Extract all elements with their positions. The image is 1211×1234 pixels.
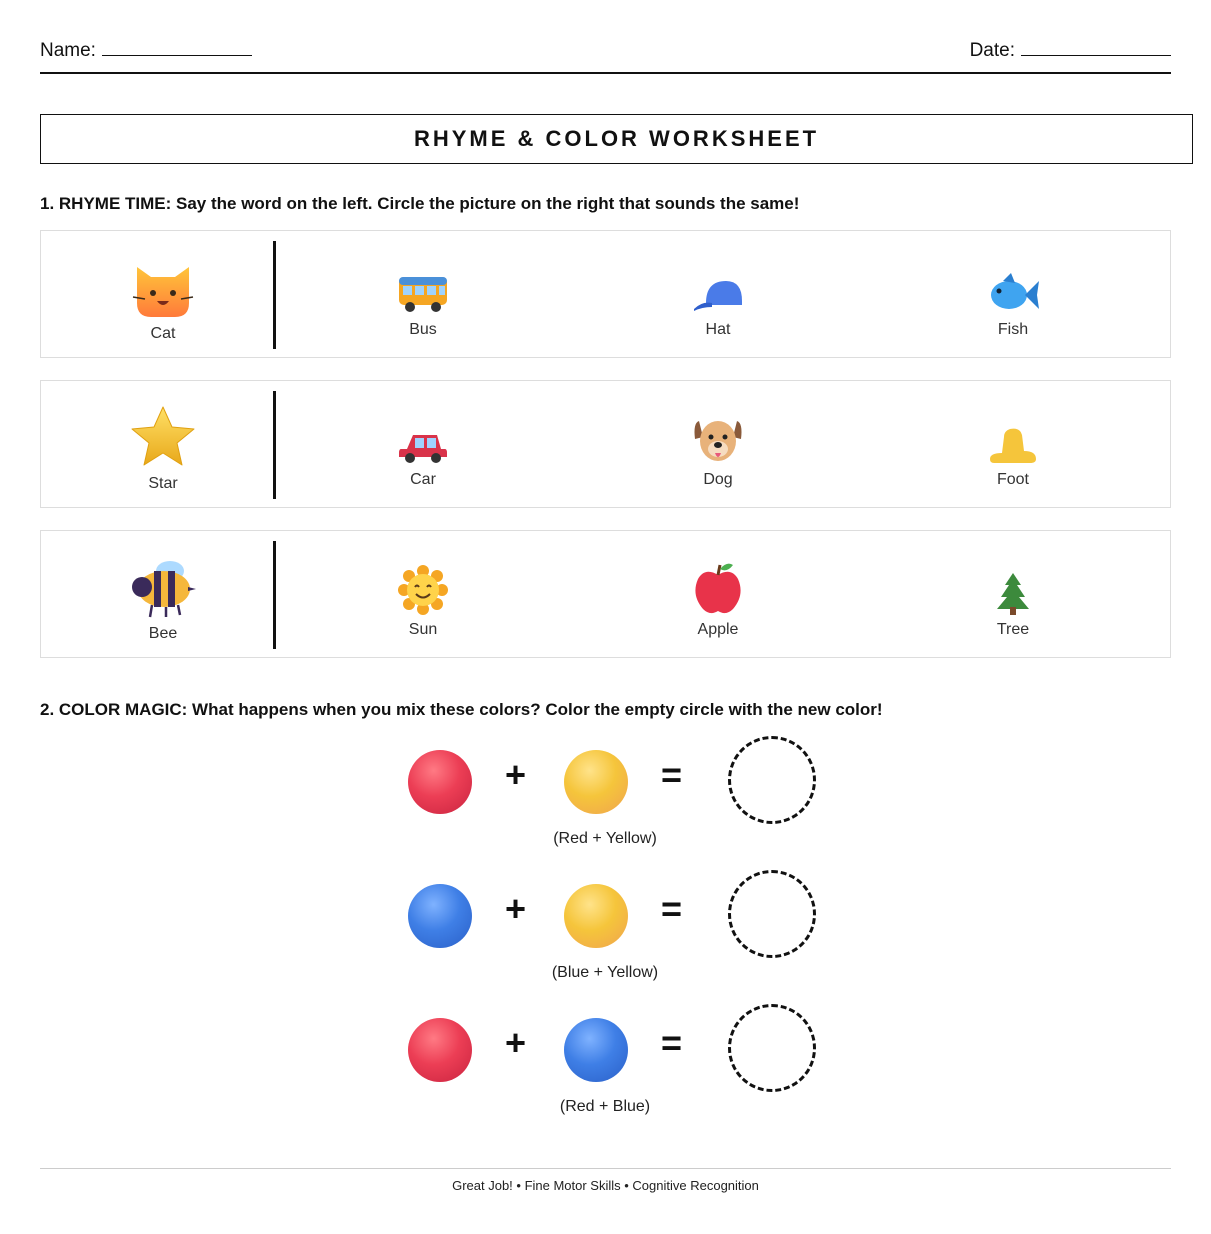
- equals-sign: =: [661, 888, 683, 929]
- color-mix-row: [0, 870, 1211, 1000]
- option-label: Apple: [697, 621, 739, 638]
- empty-color-circle[interactable]: [728, 1004, 816, 1092]
- target-word-star: [103, 411, 223, 493]
- option-tree[interactable]: [953, 557, 1073, 639]
- option-car[interactable]: [363, 407, 483, 489]
- cap-icon: [692, 277, 744, 315]
- target-label: Bee: [148, 625, 178, 642]
- plus-sign: +: [505, 888, 527, 929]
- sun-face-icon: [398, 565, 448, 615]
- target-word-cat: [103, 261, 223, 343]
- cat-face-icon: [131, 259, 195, 319]
- option-label: Fish: [997, 321, 1029, 338]
- plus-sign: +: [505, 1022, 527, 1063]
- option-apple[interactable]: [658, 557, 778, 639]
- rhyme-row: [40, 230, 1171, 358]
- row-divider: [273, 541, 276, 649]
- apple-icon: [693, 561, 743, 615]
- name-field[interactable]: [40, 40, 252, 62]
- rhyme-row: [40, 530, 1171, 658]
- option-sun[interactable]: [363, 557, 483, 639]
- date-label: Date:: [969, 40, 1015, 61]
- option-foot[interactable]: [953, 407, 1073, 489]
- option-label: Tree: [996, 621, 1030, 638]
- option-label: Foot: [996, 471, 1029, 488]
- target-label: Star: [148, 475, 178, 492]
- rhyme-row: [40, 380, 1171, 508]
- color-mix-row: [0, 736, 1211, 866]
- empty-color-circle[interactable]: [728, 736, 816, 824]
- plus-sign: +: [505, 754, 527, 795]
- target-word-bee: [103, 561, 223, 643]
- option-bus[interactable]: [363, 257, 483, 339]
- option-label: Dog: [703, 471, 733, 488]
- date-field[interactable]: [970, 40, 1171, 62]
- option-label: Sun: [408, 621, 438, 638]
- mix-caption: (Blue + Yellow): [551, 964, 659, 981]
- target-label: Cat: [150, 325, 176, 342]
- equals-sign: =: [661, 754, 683, 795]
- option-label: Car: [410, 471, 436, 488]
- option-dog[interactable]: [658, 407, 778, 489]
- yellow-ball-icon: [564, 884, 628, 948]
- option-label: Bus: [409, 321, 437, 338]
- footer-text: Great Job! • Fine Motor Skills • Cognitive Recognition: [452, 1178, 759, 1193]
- bee-icon: [130, 557, 196, 619]
- foot-icon: [988, 427, 1038, 465]
- color-mix-row: [0, 1004, 1211, 1134]
- rhyme-instruction: 1. RHYME TIME: Say the word on the left. Circle the picture on the right that sounds the same!: [40, 194, 800, 213]
- dog-face-icon: [693, 417, 743, 465]
- equals-sign: =: [661, 1022, 683, 1063]
- option-fish[interactable]: [953, 257, 1073, 339]
- date-blank-line[interactable]: [1021, 54, 1171, 56]
- header-bar: [40, 36, 1171, 74]
- option-label: Hat: [705, 321, 731, 338]
- mix-caption: (Red + Yellow): [553, 830, 657, 847]
- red-ball-icon: [408, 1018, 472, 1082]
- row-divider: [273, 391, 276, 499]
- color-instruction: 2. COLOR MAGIC: What happens when you mix these colors? Color the empty circle with the new color!: [40, 700, 883, 719]
- blue-ball-icon: [564, 1018, 628, 1082]
- option-hat[interactable]: [658, 257, 778, 339]
- bus-icon: [397, 273, 449, 315]
- tree-icon: [995, 571, 1031, 615]
- row-divider: [273, 241, 276, 349]
- yellow-ball-icon: [564, 750, 628, 814]
- star-icon: [130, 405, 196, 469]
- name-blank-line[interactable]: [102, 54, 252, 56]
- fish-icon: [987, 271, 1039, 315]
- blue-ball-icon: [408, 884, 472, 948]
- name-label: Name:: [40, 40, 96, 61]
- red-ball-icon: [408, 750, 472, 814]
- car-icon: [397, 429, 449, 465]
- empty-color-circle[interactable]: [728, 870, 816, 958]
- footer-divider: [40, 1168, 1171, 1169]
- mix-caption: (Red + Blue): [559, 1098, 651, 1115]
- worksheet-title: RHYME & COLOR WORKSHEET: [40, 114, 1193, 164]
